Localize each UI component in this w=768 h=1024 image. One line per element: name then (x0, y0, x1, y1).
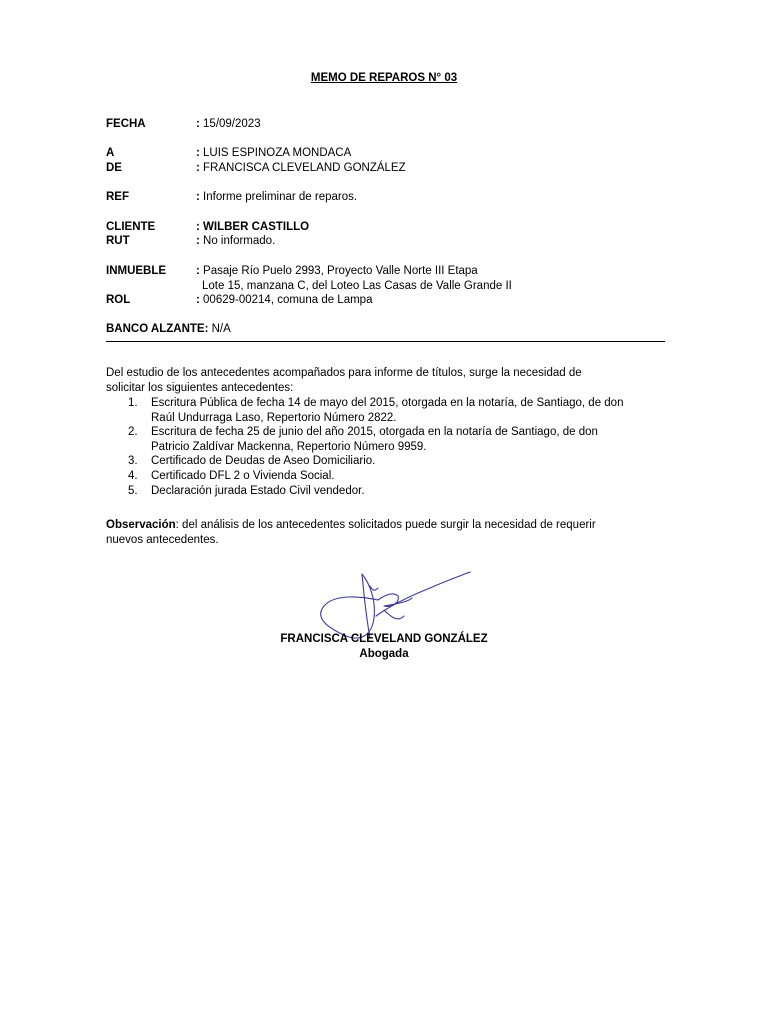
field-value: 00629-00214, comuna de Lampa (203, 294, 373, 306)
observation-paragraph (106, 518, 666, 547)
field-value: N/A (211, 323, 231, 335)
list-item-text: Escritura Pública de fecha 14 de mayo del 2015, otorgada en la notaría, de Santiago, de don (151, 397, 624, 409)
field-value: Informe preliminar de reparos. (203, 191, 358, 203)
field-label: REF (106, 191, 129, 203)
field-label: DE (106, 162, 122, 174)
intro-line: solicitar los siguientes antecedentes: (106, 381, 294, 394)
field-label: A (106, 147, 115, 159)
memo-page: MEMO DE REPAROS N° 03 FECHA : 15/09/2023 A : LUIS ESPINOZA MONDACA DE : FRANCISCA CLEVELAND GONZÁLEZ REF : Informe preliminar de reparos. CLIENTE : WILBER CASTILLO RUT : No informado. INMUEBLE : Pasaje Río Puelo 2993, Proyecto Valle Norte III Etapa Lote 15, manzana C, del Loteo Las Casas de Valle Grande II ROL : 00629-00214, comuna de Lampa BANCO ALZANTE: N/A Del estudio de los antecedentes acompañados para informe de títulos, surge la necesidad de solicitar los siguientes antecedentes: 1. Escritura Pública de fecha 14 de mayo del 2015, otorgada en la notaría, de Santiago, de don Raúl Undurraga Laso, Repertorio Número 2822. 2. Escritura de fecha 25 de junio del año 2015, otorgada en la notaría de Santiago, de don Patricio Zaldívar Mackenna, Repertorio Número 9959. 3. Certificado de Deudas de Aseo Domiciliario. 4. Certificado DFL 2 o Vivienda Social. 5. Declaración jurada Estado Civil vendedor. Observación: del análisis de los antecedentes solicitados puede surgir la necesidad de requerir nuevos antecedentes. FRANCISCA CLEVELAND GONZÁLEZ Abogada (0, 0, 768, 1024)
field-label: RUT (106, 235, 130, 247)
signer-title: Abogada (359, 648, 409, 660)
list-item-text: Patricio Zaldívar Mackenna, Repertorio Número 9959. (151, 440, 427, 453)
list-item-text: Certificado DFL 2 o Vivienda Social. (151, 469, 335, 482)
field-value: FRANCISCA CLEVELAND GONZÁLEZ (203, 162, 406, 174)
field-value: LUIS ESPINOZA MONDACA (203, 147, 352, 159)
field-banco-alzante (106, 322, 231, 337)
field-label: CLIENTE (106, 221, 156, 233)
header-divider (106, 341, 665, 342)
list-item (106, 454, 666, 469)
memo-title: MEMO DE REPAROS N° 03 (310, 72, 458, 84)
field-label: ROL (106, 294, 131, 306)
field-value: Lote 15, manzana C, del Loteo Las Casas de Valle Grande II (202, 280, 512, 292)
field-label: BANCO ALZANTE: (106, 323, 209, 335)
list-item (106, 425, 666, 454)
observation-text: nuevos antecedentes. (106, 533, 219, 546)
field-value: Pasaje Río Puelo 2993, Proyecto Valle Norte III Etapa (203, 265, 478, 277)
list-item-text: Escritura de fecha 25 de junio del año 2015, otorgada en la notaría de Santiago, de don (151, 426, 598, 439)
list-item-text: Raúl Undurraga Laso, Repertorio Número 2822. (151, 411, 397, 424)
list-number: 3. (128, 455, 138, 468)
list-item-text: Declaración jurada Estado Civil vendedor. (151, 484, 365, 497)
signer-name: FRANCISCA CLEVELAND GONZÁLEZ (280, 633, 488, 645)
list-item (106, 469, 666, 484)
observation-label: Observación (106, 519, 176, 531)
field-label: FECHA (106, 118, 146, 130)
list-number: 2. (128, 426, 138, 439)
list-number: 5. (128, 484, 138, 497)
list-number: 4. (128, 469, 138, 482)
list-number: 1. (128, 397, 138, 409)
field-value: No informado. (203, 235, 276, 247)
list-item (106, 396, 666, 425)
intro-paragraph (106, 366, 666, 395)
observation-text: : del análisis de los antecedentes solicitados puede surgir la necesidad de requerir (175, 519, 596, 531)
intro-line: Del estudio de los antecedentes acompañados para informe de títulos, surge la necesidad de (106, 367, 582, 379)
list-item-text: Certificado de Deudas de Aseo Domiciliario. (151, 455, 376, 468)
field-value: WILBER CASTILLO (203, 221, 310, 233)
requested-documents-list (106, 396, 666, 498)
field-value: 15/09/2023 (203, 118, 261, 130)
field-label: INMUEBLE (106, 265, 167, 277)
list-item (106, 484, 666, 499)
